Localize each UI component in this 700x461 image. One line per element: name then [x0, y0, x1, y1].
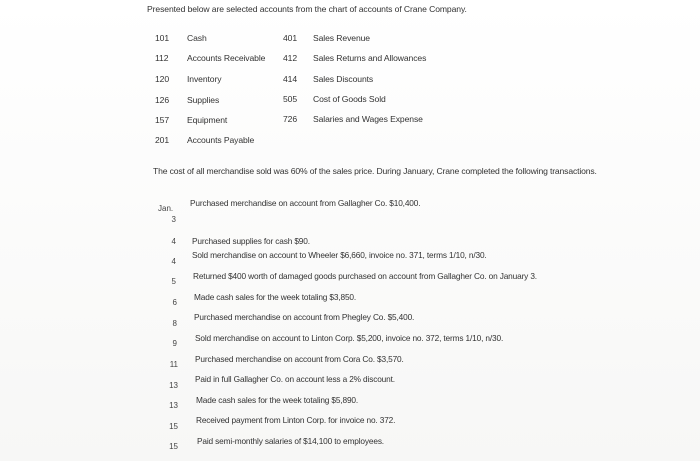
transaction-text: Purchased supplies for cash $90. [192, 236, 310, 246]
account-number: 201 [155, 135, 170, 145]
account-name: Accounts Payable [187, 135, 255, 145]
transaction-text: Made cash sales for the week totaling $5,890. [196, 395, 359, 405]
transaction-text: Made cash sales for the week totaling $3,850. [194, 292, 357, 302]
transaction-day: 4 [171, 257, 176, 266]
transaction-day: 8 [172, 319, 177, 328]
account-name: Sales Returns and Allowances [313, 53, 427, 63]
intro-text: Presented below are selected accounts from the chart of accounts of Crane Company. [147, 4, 467, 14]
account-name: Cash [187, 33, 207, 43]
account-number: 414 [283, 74, 298, 84]
account-name: Cost of Goods Sold [313, 94, 386, 104]
account-number: 126 [155, 95, 170, 105]
transaction-text: Purchased merchandise on account from Cora Co. $3,570. [195, 354, 404, 364]
transaction-day: 15 [169, 422, 178, 431]
account-number: 112 [155, 53, 169, 63]
account-name: Sales Revenue [313, 33, 370, 43]
account-name: Accounts Receivable [187, 53, 266, 63]
chart-of-accounts [0, 0, 700, 160]
transaction-text: Returned $400 worth of damaged goods purchased on account from Gallagher Co. on January 3. [193, 271, 537, 281]
transaction-day: 13 [169, 381, 178, 390]
transaction-text: Purchased merchandise on account from Gallagher Co. $10,400. [190, 198, 421, 208]
transaction-text: Paid semi-monthly salaries of $14,100 to employees. [197, 436, 384, 446]
transaction-day: 6 [172, 298, 177, 307]
cost-statement: The cost of all merchandise sold was 60% of the sales price. During January, Crane completed the following transactions. [153, 166, 597, 176]
month-label: Jan. [158, 204, 174, 213]
account-number: 401 [283, 33, 298, 43]
transaction-day: 15 [169, 442, 178, 451]
account-number: 101 [155, 33, 170, 43]
account-number: 120 [155, 74, 170, 84]
transaction-day: 5 [171, 277, 176, 286]
account-name: Supplies [187, 95, 220, 105]
transaction-text: Paid in full Gallagher Co. on account less a 2% discount. [195, 374, 395, 384]
transaction-text: Purchased merchandise on account from Phegley Co. $5,400. [194, 312, 415, 322]
transaction-day: 3 [171, 215, 176, 224]
account-number: 157 [155, 115, 170, 125]
account-name: Salaries and Wages Expense [313, 114, 423, 124]
transaction-day: 4 [171, 237, 176, 246]
transaction-day: 11 [169, 360, 178, 369]
transaction-text: Received payment from Linton Corp. for invoice no. 372. [196, 415, 396, 425]
transaction-text: Sold merchandise on account to Linton Corp. $5,200, invoice no. 372, terms 1/10, n/30. [195, 333, 504, 343]
transaction-day: 13 [169, 401, 178, 410]
transaction-day: 9 [172, 339, 177, 348]
account-number: 505 [283, 94, 298, 104]
account-name: Inventory [187, 74, 222, 84]
account-name: Sales Discounts [313, 74, 374, 84]
account-number: 726 [283, 114, 298, 124]
account-number: 412 [283, 53, 298, 63]
transaction-text: Sold merchandise on account to Wheeler $6,660, invoice no. 371, terms 1/10, n/30. [192, 250, 487, 260]
account-name: Equipment [187, 115, 228, 125]
